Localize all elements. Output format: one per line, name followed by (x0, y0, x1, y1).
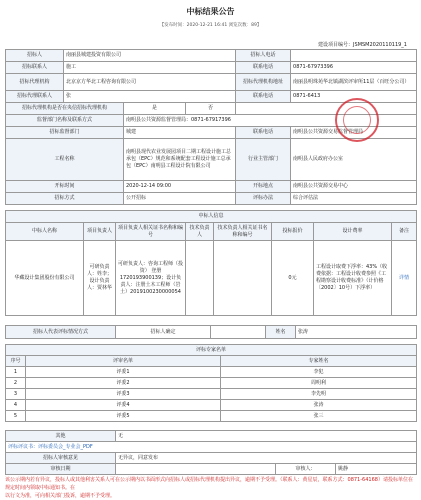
reviewer-label: 审核人： (276, 464, 336, 475)
expert-name: 周明利 (221, 378, 417, 389)
expert-no: 1 (6, 367, 26, 378)
winner-section-title: 中标人信息 (6, 211, 417, 223)
experts-section-title: 评标专家名单 (6, 345, 417, 356)
supervise-dept-value: 城建 (124, 127, 236, 139)
page-title: 中标结果公告 (186, 7, 235, 16)
rep-table (5, 325, 417, 339)
table-row (6, 367, 417, 378)
industry-supervisor-label: 行业主管部门 (236, 139, 291, 181)
agency-addr-value: 南丽县明珠苑华北镇湖滨评审所11层（百旺分公司） (291, 74, 417, 91)
agency-contact-value: 张 (64, 91, 236, 103)
col-expert-role: 评审名单 (26, 356, 221, 367)
project-number (318, 41, 407, 48)
expert-no: 5 (6, 411, 26, 422)
col-pm-cert: 项目负责人相关证书名称和编号 (116, 223, 186, 241)
rep-name: 张涛 (296, 326, 417, 339)
winner-pm-cert: 可研负责人：咨询工程师（投资） 登册1720193900139；设计负责人：注册土木工程师（岩土）2019100230000054 (116, 241, 186, 316)
col-price: 投标报价 (272, 223, 314, 241)
rep-label: 招标人代表评标情况方式 (6, 326, 116, 339)
open-time-value: 2020-12-14 09:00 (124, 181, 236, 193)
col-winner-name: 中标人名称 (6, 223, 84, 241)
publish-meta: 【发布时间：2020-12-21 16:41 浏览次数：89】 (159, 23, 262, 28)
agency-contact-label: 招标代理联系人 (6, 91, 64, 103)
winner-pm: 可研负责人：姓李；设计负责人：贾林华 (84, 241, 116, 316)
tenderer-phone-label: 招标人电话 (236, 50, 291, 62)
winner-tech-cert (214, 241, 272, 316)
project-number-label: 建设项目编号： (318, 42, 354, 48)
monitor-phone-value: 南明县公共资源交易监督管理局 (291, 127, 417, 139)
approve-date-label: 审核日期 (6, 464, 116, 475)
org-value: 是 (124, 103, 186, 115)
expert-no: 3 (6, 389, 26, 400)
bid-method-label: 招标方式 (6, 193, 124, 205)
table-row (6, 389, 417, 400)
remark-value: 无 (116, 431, 417, 442)
approve-label: 招标人审核意见 (6, 453, 116, 464)
industry-supervisor-value: 南明县人民政府办公室 (291, 139, 417, 181)
experts-table (5, 344, 417, 422)
winner-tech (186, 241, 214, 316)
col-rate: 设计费率 (314, 223, 392, 241)
footer-notice-line1: 该公示期内若有异议，投标人或其他利害关系人可在公示期内以书面形式向招标人或招标代理机构提出异议，逾期不予受理。（联系人：黄星辰，联系方式：0871-64168）请投标单位在规定时间内领取中标通知书。在 (5, 477, 413, 491)
project-value: 南明县现代农业发展园项目二期工程设计施工总承包（EPC）规范和系统配套工程设计施工总承包（EPC）南明县工程设计院有限公司 (124, 139, 236, 181)
supervise-label: 监督部门名称及联系方式 (6, 115, 124, 127)
official-seal-inner (343, 106, 371, 134)
supervise-value: 南明县公共资源监督管理局：0871-67917396 (124, 115, 417, 127)
expert-name: 李犯 (221, 367, 417, 378)
other-table (5, 430, 417, 475)
tenderer-value: 南丽县城建投资有限公司 (64, 50, 236, 62)
expert-name: 张涛 (221, 400, 417, 411)
agency-phone-value: 0871-6413 (291, 91, 417, 103)
eval-method-label: 评标办法 (236, 193, 291, 205)
org-mid: 否 (186, 103, 236, 115)
contact-phone-label: 联系电话 (236, 62, 291, 74)
expert-role: 评委2 (26, 378, 221, 389)
col-expert-no: 序号 (6, 356, 26, 367)
col-pm: 项目负责人 (84, 223, 116, 241)
open-time-label: 开标时间 (6, 181, 124, 193)
expert-role: 评委1 (26, 367, 221, 378)
expert-name: 张三 (221, 411, 417, 422)
bid-method-value: 公开招标 (124, 193, 236, 205)
table-row (6, 400, 417, 411)
agency-label: 招标代理机构 (6, 74, 64, 91)
agency-value: 北京京方华北工程咨询有限公司 (64, 74, 236, 91)
winner-rate: 工程设计取费下浮率：43%（收费依据：工程设计收费参照《工程勘察设计收费标准》（计价格〔2002〕10号）下浮率） (314, 241, 392, 316)
expert-role: 评委5 (26, 411, 221, 422)
eval-method-value: 综合评估法 (291, 193, 417, 205)
col-tech: 技术负责人 (186, 223, 214, 241)
monitor-phone-label: 联系电话 (236, 127, 291, 139)
col-expert-name: 专家姓名 (221, 356, 417, 367)
table-row (6, 411, 417, 422)
agency-phone-label: 联系电话 (236, 91, 291, 103)
tenderer-phone-value (291, 50, 417, 62)
remark-label: 其他 (6, 431, 116, 442)
winner-price: 0元 (272, 241, 314, 316)
expert-no: 4 (6, 400, 26, 411)
winner-detail-link[interactable]: 详情 (392, 241, 417, 316)
rep-name-label: 姓名 (266, 326, 296, 339)
expert-no: 2 (6, 378, 26, 389)
winner-name: 华藏设计集团股份有限公司 (6, 241, 84, 316)
contact-phone-value: 0871-67973396 (291, 62, 417, 74)
contact-label: 招标联系人 (6, 62, 64, 74)
footer-notice (5, 476, 416, 500)
col-tech-cert: 技术负责人相关证书名称和编号 (214, 223, 272, 241)
reviewer-name: 姚静 (336, 464, 417, 475)
agency-addr-label: 招标代理机构地址 (236, 74, 291, 91)
expert-role: 评委3 (26, 389, 221, 400)
project-label: 工程名称 (6, 139, 124, 181)
official-seal (335, 98, 379, 142)
col-note: 备注 (392, 223, 417, 241)
approve-value: 无异议，同意发布 (116, 453, 417, 464)
open-place-value: 南明县公共资源交易中心 (291, 181, 417, 193)
expert-name: 李先明 (221, 389, 417, 400)
org-label: 招标代理机构是否在央信招标代理机构 (6, 103, 124, 115)
supervise-dept-label: 招标监督部门 (6, 127, 124, 139)
table-row (6, 378, 417, 389)
tenderer-label: 招标人 (6, 50, 64, 62)
rep-sign: 招标人确定 (116, 326, 211, 339)
winner-table (5, 210, 417, 316)
project-number-value: JSMSM2020110119_1 (353, 42, 407, 48)
contact-value: 施工 (64, 62, 236, 74)
footer-notice-line2: 以行文为准，可向相关部门投诉，逾期不予受理。 (5, 493, 116, 499)
eval-report-link[interactable]: 评标评议书：评标委员会_专业会_PDF (6, 442, 417, 453)
open-place-label: 开标地点 (236, 181, 291, 193)
expert-role: 评委4 (26, 400, 221, 411)
